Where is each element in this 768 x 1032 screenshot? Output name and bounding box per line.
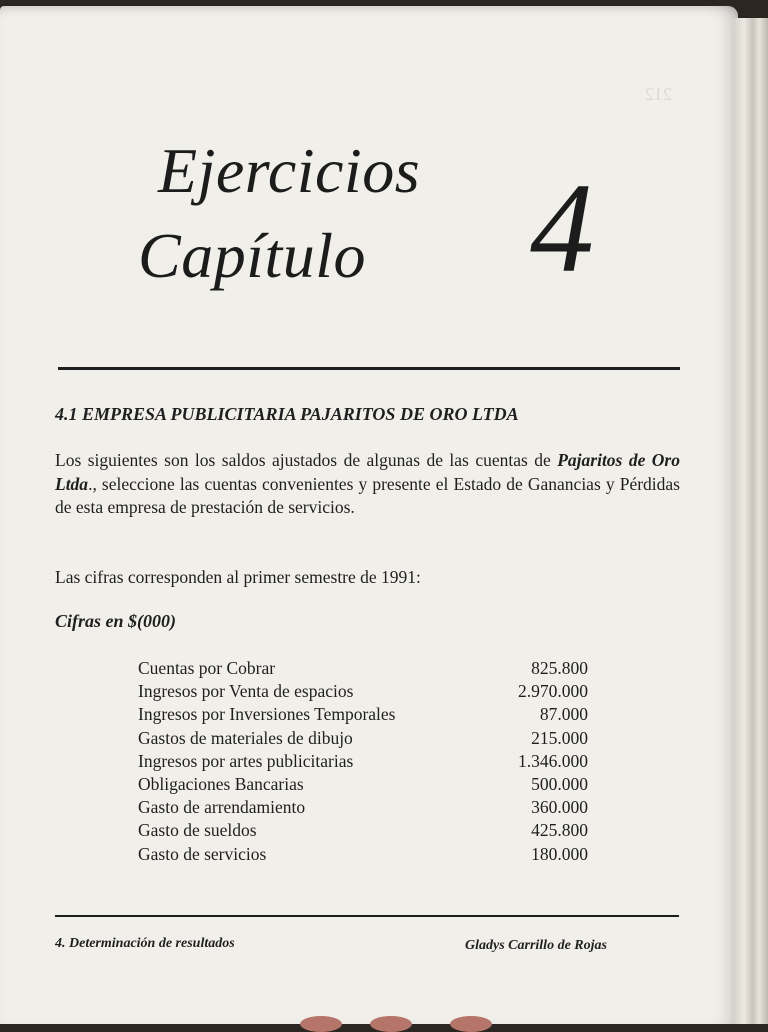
period-note: Las cifras corresponden al primer semestre de 1991: [55, 567, 421, 587]
header-rule [58, 367, 680, 370]
bleed-through-page-number: 212 [645, 84, 672, 104]
account-row [138, 750, 588, 773]
chapter-number: 4 [530, 157, 594, 299]
footer-author: Gladys Carrillo de Rojas [465, 938, 607, 953]
account-name: Ingresos por Inversiones Temporales [138, 704, 396, 725]
account-value: 2.970.000 [518, 681, 588, 702]
account-name: Ingresos por Venta de espacios [138, 681, 354, 702]
account-row [138, 819, 588, 842]
account-value: 425.800 [531, 820, 588, 841]
account-value: 360.000 [531, 797, 588, 818]
account-row [138, 773, 588, 796]
intro-text-end: ., seleccione las cuentas convenientes y presente el Estado de Ganancias y Pérdidas de esta empresa de prestación de servicios. [55, 473, 680, 517]
account-value: 825.800 [531, 658, 588, 678]
footer-rule [55, 915, 679, 917]
account-value: 180.000 [531, 843, 588, 864]
account-name: Gastos de materiales de dibujo [138, 727, 353, 748]
account-row [138, 657, 588, 680]
account-value: 215.000 [531, 727, 588, 748]
title-capitulo: Capítulo [138, 220, 367, 291]
section-heading: 4.1 EMPRESA PUBLICITARIA PAJARITOS DE ORO LTDA [55, 404, 519, 424]
account-value: 1.346.000 [518, 750, 588, 771]
account-row [138, 727, 588, 750]
fingers-holding-book [300, 1012, 540, 1032]
account-name: Gasto de sueldos [138, 820, 257, 841]
account-name: Ingresos por artes publicitarias [138, 750, 354, 771]
footer-chapter-title: 4. Determinación de resultados [55, 936, 235, 951]
title-ejercicios: Ejercicios [158, 135, 421, 206]
figures-label: Cifras en $(000) [55, 611, 176, 631]
account-value: 500.000 [531, 774, 588, 795]
account-row [138, 796, 588, 819]
account-value: 87.000 [539, 704, 588, 725]
intro-paragraph [55, 449, 680, 520]
account-row [138, 843, 588, 866]
book-page [0, 6, 738, 1024]
account-name: Obligaciones Bancarias [138, 774, 304, 795]
page-stack-edge [734, 18, 768, 1024]
company-name: Pajaritos de Oro Ltda [55, 450, 680, 494]
intro-text-start: Los siguientes son los saldos ajustados de algunas de las cuentas de [55, 450, 558, 470]
account-row [138, 680, 588, 703]
accounts-list [138, 657, 588, 866]
account-name: Gasto de servicios [138, 843, 267, 864]
account-name: Cuentas por Cobrar [138, 658, 276, 678]
account-name: Gasto de arrendamiento [138, 797, 306, 818]
account-row [138, 703, 588, 726]
